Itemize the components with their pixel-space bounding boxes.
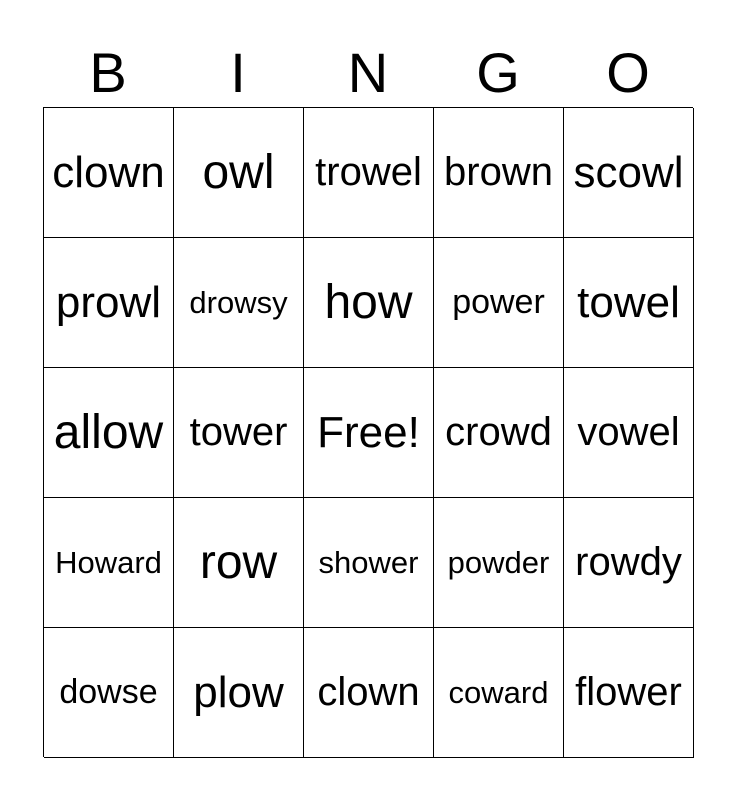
bingo-cell: row [174,498,304,628]
bingo-cell: allow [44,368,174,498]
bingo-cell: crowd [434,368,564,498]
bingo-cell: shower [304,498,434,628]
bingo-cell: flower [564,628,694,758]
header-letter-n: N [347,41,389,104]
header-letter-i: I [230,41,246,104]
bingo-cell: rowdy [564,498,694,628]
bingo-card-grid [43,107,693,757]
bingo-cell: prowl [44,238,174,368]
header-letter-b: B [89,41,127,104]
bingo-cell: clown [304,628,434,758]
bingo-cell: drowsy [174,238,304,368]
bingo-cell-free: Free! [304,368,434,498]
header-letter-o: O [606,41,650,104]
bingo-cell: Howard [44,498,174,628]
bingo-cell: vowel [564,368,694,498]
bingo-cell: how [304,238,434,368]
bingo-cell: powder [434,498,564,628]
bingo-cell: plow [174,628,304,758]
bingo-cell: coward [434,628,564,758]
bingo-header [43,42,693,104]
bingo-cell: tower [174,368,304,498]
bingo-cell: brown [434,108,564,238]
bingo-cell: clown [44,108,174,238]
bingo-cell: trowel [304,108,434,238]
bingo-cell: power [434,238,564,368]
bingo-cell: scowl [564,108,694,238]
bingo-cell: towel [564,238,694,368]
bingo-cell: owl [174,108,304,238]
bingo-cell: dowse [44,628,174,758]
header-letter-g: G [476,41,520,104]
